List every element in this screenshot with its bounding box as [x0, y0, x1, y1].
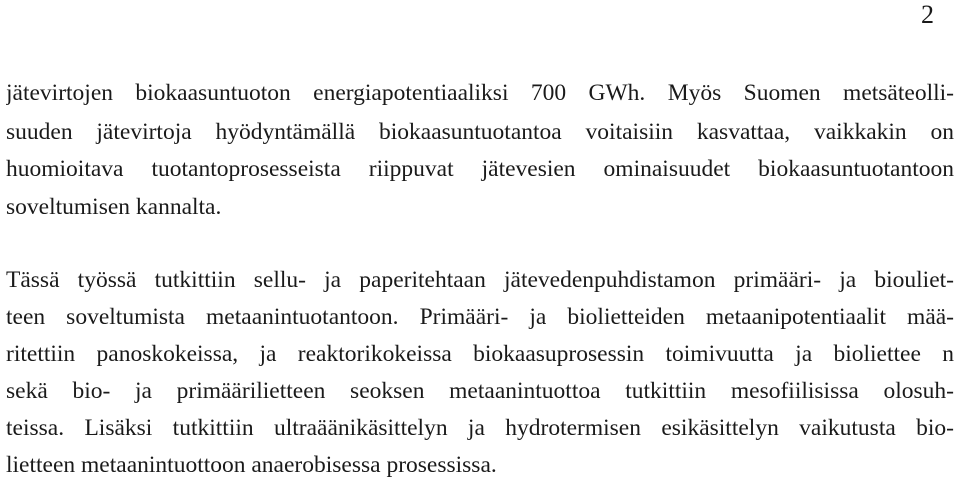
text-line: teissa. Lisäksi tutkittiin ultraäänikäsittelyn ja hydrotermisen esikäsittelyn vaikutusta bio- — [6, 415, 954, 441]
text-line: jätevirtojen biokaasuntuoton energiapotentiaaliksi 700 GWh. Myös Suomen metsäteolli- — [6, 80, 954, 106]
text-line: soveltumisen kannalta. — [6, 194, 222, 220]
text-line: lietteen metaanintuottoon anaerobisessa prosessissa. — [6, 452, 497, 478]
page-number: 2 — [921, 0, 934, 29]
text-line: ritettiin panoskokeissa, ja reaktorikokeissa biokaasuprosessin toimivuutta ja bioliettee n — [6, 341, 954, 367]
text-line: sekä bio- ja primäärilietteen seoksen metaanintuottoa tutkittiin mesofiilisissa olosuh- — [6, 378, 954, 404]
text-line: huomioitava tuotantoprosesseista riippuvat jätevesien ominaisuudet biokaasuntuotantoon — [6, 156, 954, 182]
text-line: teen soveltumista metaanintuotantoon. Primääri- ja biolietteiden metaanipotentiaalit mää- — [6, 304, 954, 330]
text-line: Tässä työssä tutkittiin sellu- ja paperitehtaan jätevedenpuhdistamon primääri- ja biouliet- — [6, 267, 954, 293]
text-line: suuden jätevirtoja hyödyntämällä biokaasuntuotantoa voitaisiin kasvattaa, vaikkakin on — [6, 119, 954, 145]
